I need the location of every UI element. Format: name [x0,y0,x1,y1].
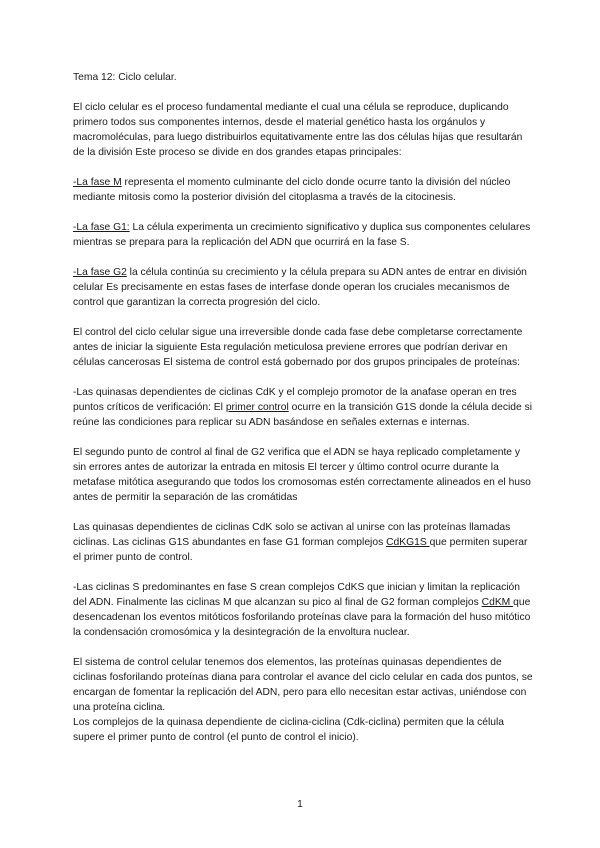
control-paragraph: El control del ciclo celular sigue una irreversible donde cada fase debe completarse correctamente antes de iniciar la siguiente Esta regulación meticulosa previene errores que podrían derivar en células cancerosas El sistema de control está gobernado por dos grupos principales de proteínas: [73,327,523,368]
fase-g1-paragraph [73,220,535,250]
document-page [73,70,535,760]
quinasas-paragraph [73,385,535,430]
sistema-paragraph: El sistema de control celular tenemos dos elementos, las proteínas quinasas dependientes de ciclinas fosforilando proteínas diana para controlar el avance del ciclo celular en cada dos puntos, se encargan de fomentar la replicación del ADN, pero para ello necesitan estar activas, uniéndose con una proteína ciclina. [73,657,533,713]
complejos-paragraph: Los complejos de la quinasa dependiente de ciclina-ciclina (Cdk-ciclina) permiten que la célula supere el primer punto de control (el punto de control el inicio). [73,717,504,743]
ciclinas-s-after: que desencadenan los eventos mitóticos fosforilando proteínas clave para la formación del huso mitótico la condensación cromosómica y la desintegración de la envoltura nuclear. [73,597,531,638]
ciclinas-s-before: -Las ciclinas S predominantes en fase S crean complejos CdKS que inician y limitan la replicación del ADN. Finalmente las ciclinas M que alcanzan su pico al final de G2 forman complejos [73,582,520,608]
fase-m-text: representa el momento culminante del ciclo donde ocurre tanto la división del núcleo mediante mitosis como la posterior división del citoplasma a través de la citocinesis. [73,177,511,203]
segundo-paragraph: El segundo punto de control al final de G2 verifica que el ADN se haya replicado completamente y sin errores antes de autorizar la entrada en mitosis El tercer y último control ocurre durante la metafase mitótica asegurando que todos los cromosomas estén correctamente alineados en el huso antes de permitir la separación de las cromátidas [73,447,531,503]
fase-m-paragraph [73,175,535,205]
cdkm-term: CdKM [481,597,514,608]
ciclinas-s-paragraph [73,580,535,640]
fase-g2-text: la célula continúa su crecimiento y la célula prepara su ADN antes de entrar en división celular Es precisamente en estas fases de interfase donde operan los cruciales mecanismos de control que garantizan la correcta progresión del ciclo. [73,267,527,308]
quinasas-before: -Las quinasas dependientes de ciclinas CdK y el complejo promotor de la anafase operan en tres puntos críticos de verificación: El [73,387,517,413]
activan-after: que permiten superar el primer punto de control. [73,537,528,563]
intro-paragraph: El ciclo celular es el proceso fundamental mediante el cual una célula se reproduce, duplicando primero todos sus componentes internos, desde el material genético hasta los orgánulos y macromoléculas, para luego distribuirlos equitativamente entre las dos células hijas que resultarán de la división Este proceso se divide en dos grandes etapas principales: [73,102,523,158]
activan-paragraph [73,520,535,565]
cdkg1s-term: CdKG1S [386,537,430,548]
primer-control-term: primer control [225,402,289,413]
fase-g1-text: La célula experimenta un crecimiento significativo y duplica sus componentes celulares mientras se prepara para la replicación del ADN que ocurrirá en la fase S. [73,222,531,248]
fase-g1-term: -La fase G1: [73,222,130,233]
activan-before: Las quinasas dependientes de ciclinas CdK solo se activan al unirse con las proteínas llamadas ciclinas. Las ciclinas G1S abundantes en fase G1 forman complejos [73,522,511,548]
fase-m-term: -La fase M [73,177,122,188]
page-number: 1 [297,799,303,810]
quinasas-after: ocurre en la transición G1S donde la célula decide si reúne las condiciones para replicar su ADN basándose en señales externas e internas. [73,402,533,428]
fase-g2-paragraph [73,265,535,310]
document-title: Tema 12: Ciclo celular. [73,72,177,83]
fase-g2-term: -La fase G2 [73,267,127,278]
